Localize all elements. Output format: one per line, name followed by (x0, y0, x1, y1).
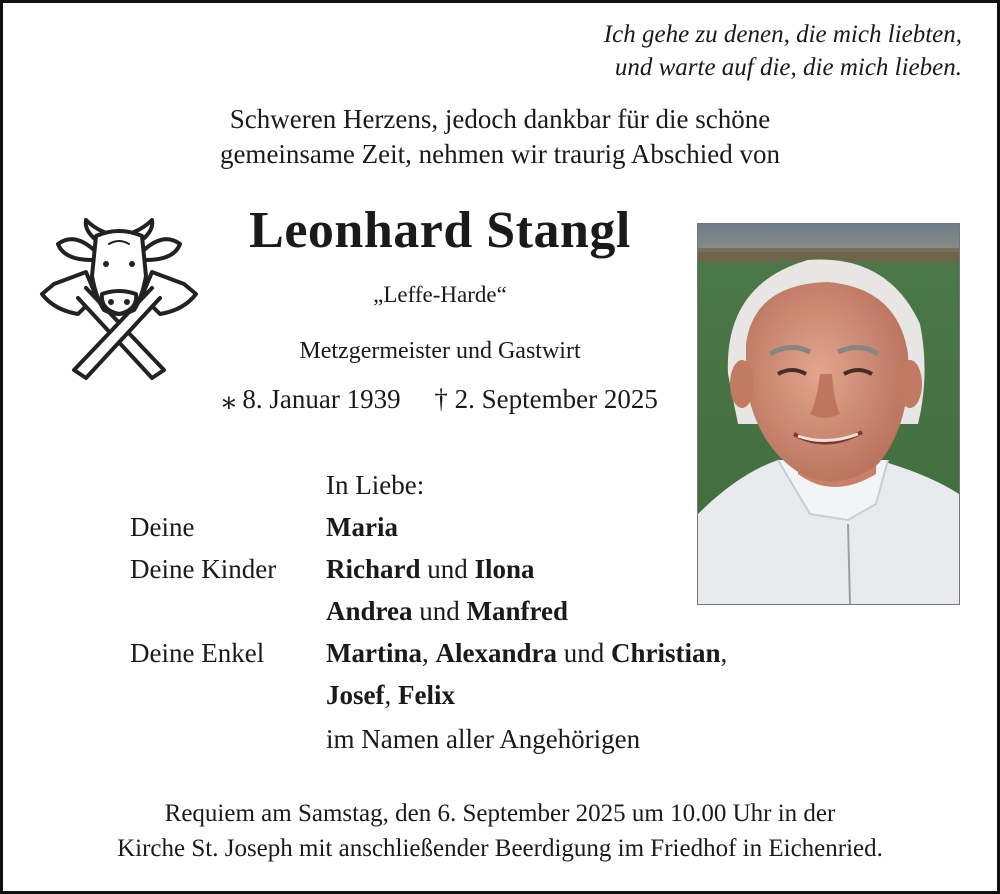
mourner-name: Ilona (474, 554, 535, 584)
epigraph-quote (542, 18, 962, 84)
name-separator: und (412, 596, 467, 626)
deceased-name: Leonhard Stangl (249, 202, 631, 259)
deceased-nickname: „Leffe-Harde“ (373, 282, 507, 307)
mourner-row (0, 596, 1000, 636)
mourner-name: Martina (326, 638, 422, 668)
intro-line-1: Schweren Herzens, jedoch dankbar für die schöne (229, 104, 771, 134)
name-separator: , (384, 680, 398, 710)
mourner-names (326, 724, 640, 755)
mourner-row (0, 638, 1000, 678)
name-separator: , (421, 638, 436, 668)
mourner-row (0, 724, 1000, 764)
mourner-names (326, 554, 535, 585)
mourner-names (326, 596, 568, 627)
intro-text (0, 102, 1000, 172)
mourner-names (326, 638, 727, 669)
quote-line-2: und warte auf die, die mich lieben. (614, 54, 962, 81)
requiem-line-2: Kirche St. Joseph mit anschließender Beerdigung im Friedhof in Eichenried. (117, 835, 883, 862)
requiem-line-1: Requiem am Samstag, den 6. September 2025 um 10.00 Uhr in der (164, 800, 836, 827)
name-separator: , (720, 638, 728, 668)
mourner-names (326, 680, 455, 711)
mourner-name: Maria (326, 512, 398, 542)
mourner-row (0, 512, 1000, 552)
requiem-notice (0, 796, 1000, 866)
mourner-row (0, 554, 1000, 594)
mourners-heading: In Liebe: (326, 470, 425, 500)
deceased-profession: Metzgermeister und Gastwirt (299, 338, 581, 364)
death-date: † 2. September 2025 (434, 384, 658, 414)
mourner-label: Deine Enkel (130, 638, 265, 668)
quote-line-1: Ich gehe zu denen, die mich liebten, (603, 21, 962, 48)
birth-date: ⁎ 8. Januar 1939 (222, 384, 401, 414)
mourner-names (326, 512, 398, 543)
name-separator: und (556, 638, 611, 668)
mourner-label: Deine (130, 512, 195, 542)
intro-line-2: gemeinsame Zeit, nehmen wir traurig Abschied von (219, 139, 781, 169)
mourner-name: Josef (326, 680, 385, 710)
mourner-row (0, 680, 1000, 720)
name-separator: und (420, 554, 475, 584)
mourner-name: Manfred (466, 596, 569, 626)
mourner-name: Felix (397, 680, 455, 710)
mourner-name: Christian (610, 638, 721, 668)
mourner-name: Alexandra (435, 638, 557, 668)
mourner-name: Andrea (326, 596, 413, 626)
mourner-name: Richard (326, 554, 421, 584)
mourners-heading-row (0, 470, 1000, 510)
life-dates (160, 382, 720, 416)
name-separator: im Namen aller Angehörigen (326, 724, 641, 754)
mourner-label: Deine Kinder (130, 554, 277, 584)
